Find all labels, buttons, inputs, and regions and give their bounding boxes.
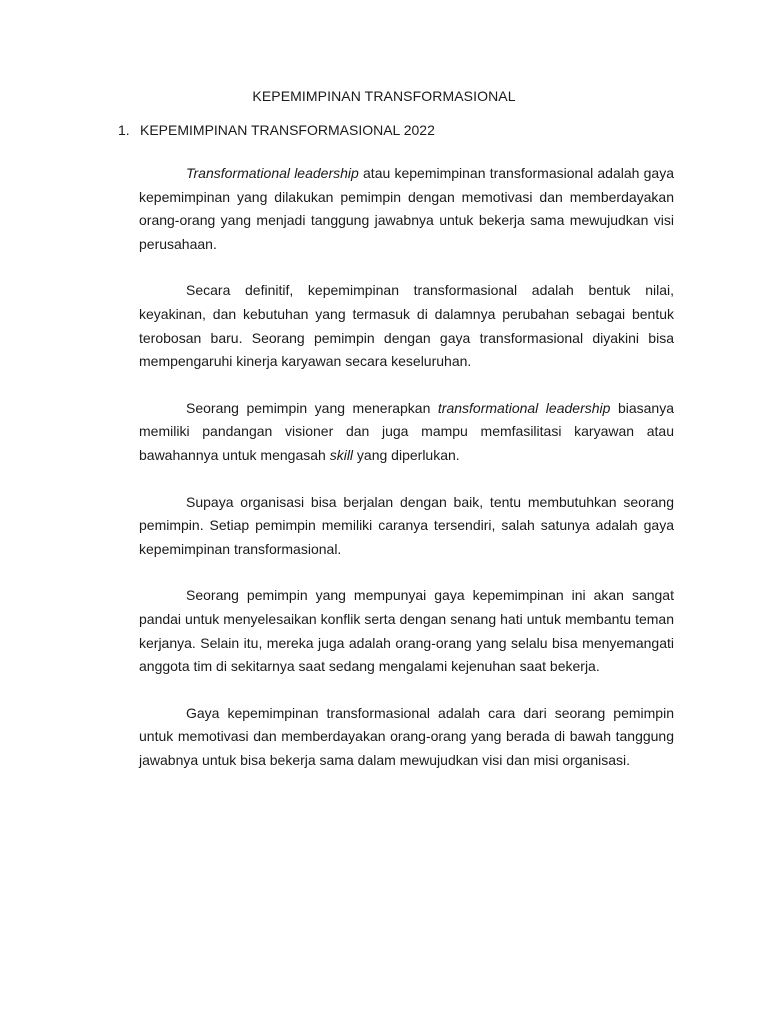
paragraph-text: Secara definitif, kepemimpinan transformasional adalah bentuk nilai, keyakinan, dan kebutuhan yang termasuk di dalamnya perubahan sebagai bentuk terobosan baru. Seorang pemimpin dengan gaya transformasional diyakini bisa mempengaruhi kinerja karyawan secara keseluruhan. [139,282,674,370]
paragraph [139,162,674,256]
paragraph [139,702,674,773]
paragraph-text: Seorang pemimpin yang mempunyai gaya kepemimpinan ini akan sangat pandai untuk menyelesaikan konflik serta dengan senang hati untuk membantu teman kerjanya. Selain itu, mereka juga adalah orang-orang yang selalu bisa menyemangati anggota tim di sekitarnya saat sedang mengalami kejenuhan saat bekerja. [139,587,674,675]
paragraph-text: biasanya memiliki pandangan visioner dan juga mampu memfasilitasi karyawan atau bawahannya untuk mengasah [139,399,674,463]
paragraph [139,584,674,678]
section-number: 1. [118,122,130,138]
paragraph-text: yang diperlukan. [353,446,460,463]
section-heading-text: KEPEMIMPINAN TRANSFORMASIONAL 2022 [140,122,435,138]
paragraph-text: Seorang pemimpin yang menerapkan [186,399,438,416]
paragraph-text: Gaya kepemimpinan transformasional adalah cara dari seorang pemimpin untuk memotivasi dan memberdayakan orang-orang yang berada di bawah tanggung jawabnya untuk bisa bekerja sama dalam mewujudkan visi dan misi organisasi. [139,704,674,768]
paragraph [139,491,674,562]
document-title: KEPEMIMPINAN TRANSFORMASIONAL [252,88,516,104]
italic-term: Transformational leadership [186,165,359,181]
italic-term: transformational leadership [437,399,611,416]
paragraph [139,397,674,468]
body-text [139,162,674,795]
section-heading [118,122,435,138]
paragraph-text: Supaya organisasi bisa berjalan dengan baik, tentu membutuhkan seorang pemimpin. Setiap pemimpin memiliki caranya tersendiri, salah satunya adalah gaya kepemimpinan transformasional. [139,493,674,557]
paragraph-text: atau kepemimpinan transformasional adalah gaya kepemimpinan yang dilakukan pemimpin dengan memotivasi dan memberdayakan orang-orang yang menjadi tanggung jawabnya untuk bekerja sama mewujudkan visi perusahaan. [139,165,674,252]
paragraph [139,279,674,373]
italic-term: skill [329,446,354,463]
